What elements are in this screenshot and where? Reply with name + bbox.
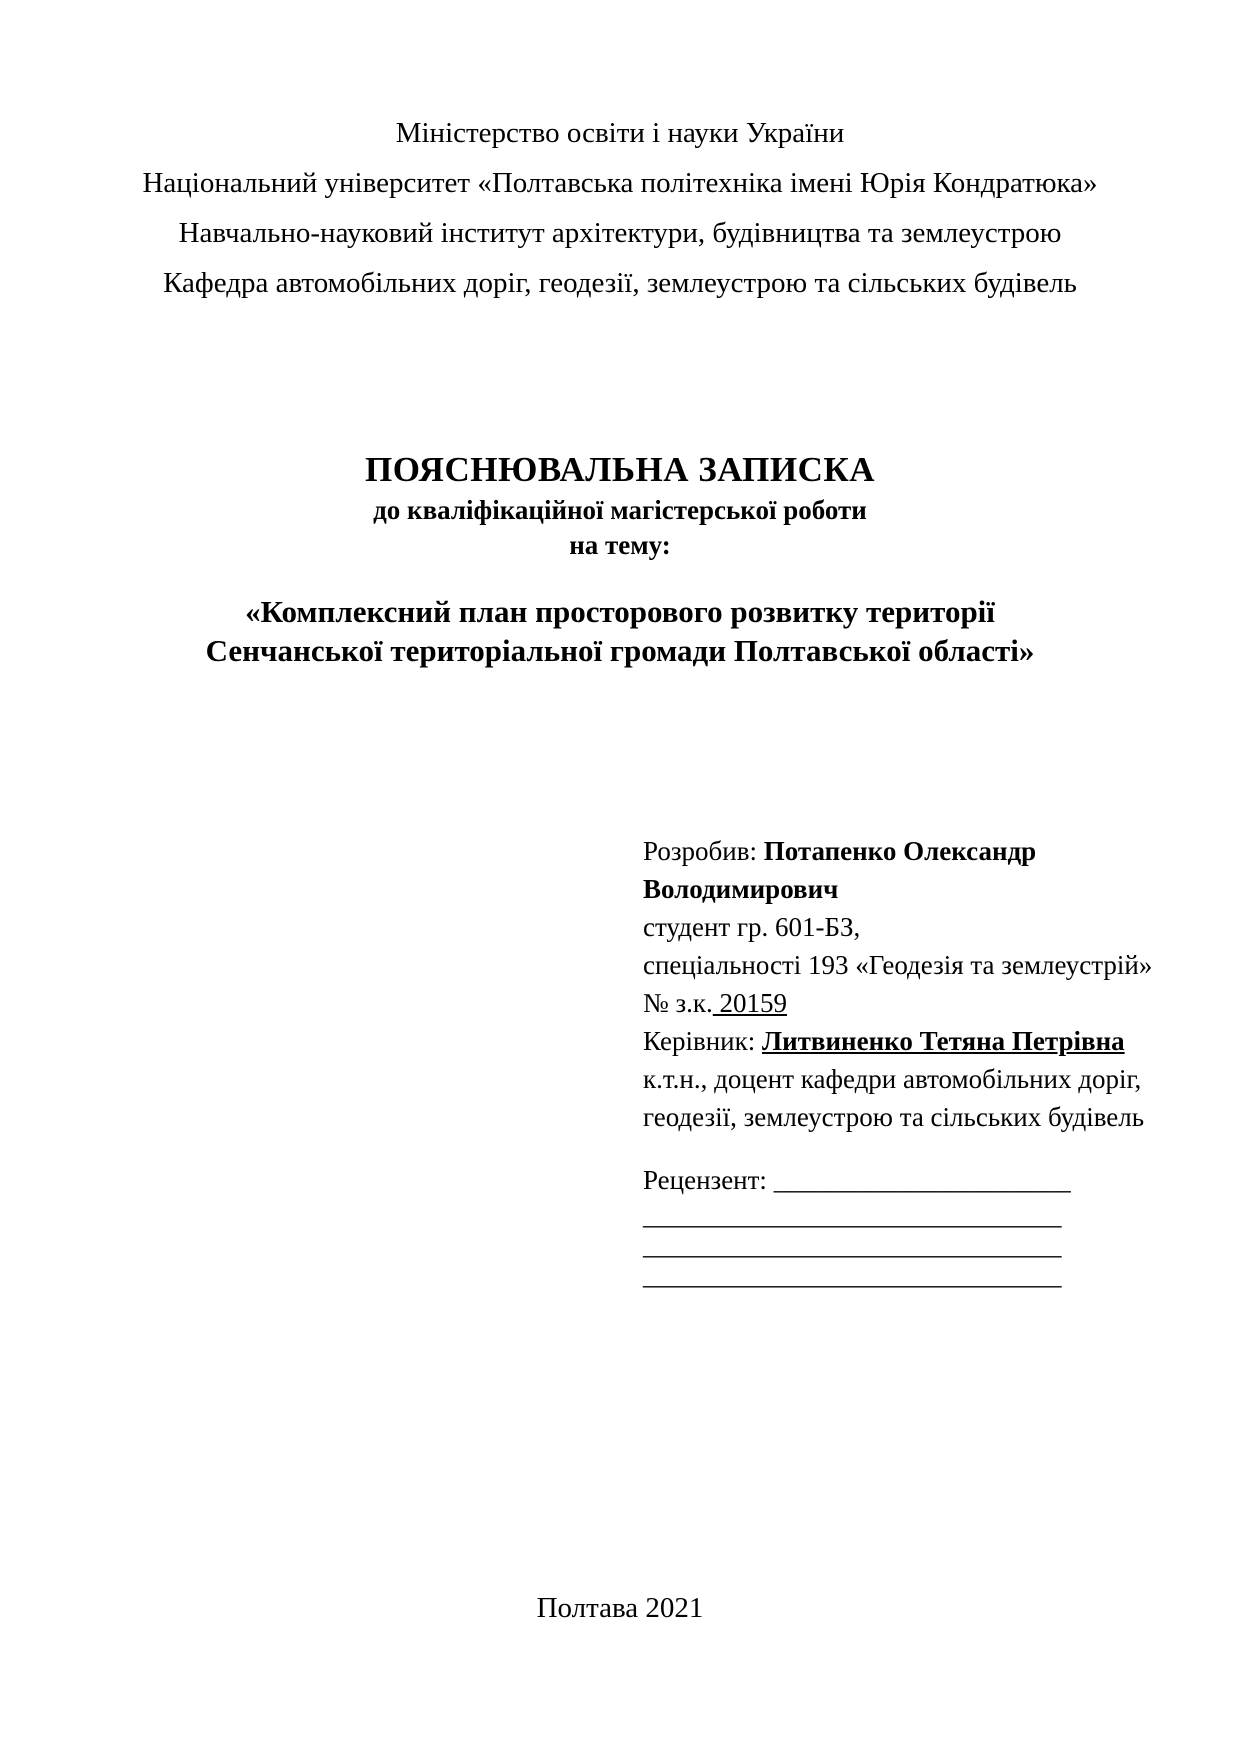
reviewer-label: Рецензент: — [643, 1165, 774, 1195]
developer-name-part-2: Володимирович — [643, 874, 839, 904]
document-type-title: ПОЯСНЮВАЛЬНА ЗАПИСКА — [364, 450, 876, 489]
institute-line: Навчально-науковий інститут архітектури, будівництва та землеустрою — [178, 217, 1062, 249]
record-book-line — [643, 984, 1143, 1022]
supervisor-line — [643, 1022, 1143, 1060]
theme-label: на тему: — [569, 530, 671, 560]
developer-line — [643, 832, 1143, 870]
city-year: Полтава 2021 — [536, 1592, 704, 1624]
document-type-subtitle: до кваліфікаційної магістерської роботи — [373, 495, 867, 525]
supervisor-title-line-1: к.т.н., доцент кафедри автомобільних доріг, — [643, 1064, 1142, 1094]
thesis-theme — [0, 592, 1240, 670]
specialty-line: спеціальності 193 «Геодезія та землеустрій» — [643, 950, 1153, 980]
credits-block — [643, 832, 1153, 1136]
ministry-line: Міністерство освіти і науки України — [395, 117, 845, 149]
title-block — [0, 448, 1240, 562]
student-group-line: студент гр. 601-БЗ, — [643, 912, 861, 942]
developer-name-part-1: Потапенко Олександр — [763, 836, 1037, 866]
record-book-label: № з.к. — [643, 988, 713, 1018]
developer-label: Розробив: — [643, 836, 764, 866]
document-header — [0, 108, 1240, 308]
university-line: Національний університет «Полтавська політехніка імені Юрія Кондратюка» — [142, 167, 1098, 199]
document-footer — [0, 1588, 1240, 1628]
record-book-number: 20159 — [712, 988, 788, 1018]
reviewer-signature-blank: ______________________ — [773, 1165, 1071, 1195]
supervisor-name: Литвиненко Тетяна Петрівна — [761, 1026, 1125, 1056]
reviewer-line — [643, 1160, 1143, 1200]
reviewer-block — [643, 1160, 1143, 1290]
department-line: Кафедра автомобільних доріг, геодезії, землеустрою та сільських будівель — [163, 267, 1077, 299]
thesis-theme-line-1: «Комплексний план просторового розвитку території — [245, 594, 995, 629]
reviewer-blank-line: _______________________________ — [643, 1260, 1062, 1290]
thesis-theme-line-2: Сенчанської територіальної громади Полтавської області» — [205, 633, 1035, 668]
reviewer-blank-line: _______________________________ — [643, 1200, 1062, 1230]
supervisor-label: Керівник: — [643, 1026, 762, 1056]
reviewer-blank-line: _______________________________ — [643, 1230, 1062, 1260]
supervisor-title-line-2: геодезії, землеустрою та сільських будівель — [643, 1102, 1145, 1132]
